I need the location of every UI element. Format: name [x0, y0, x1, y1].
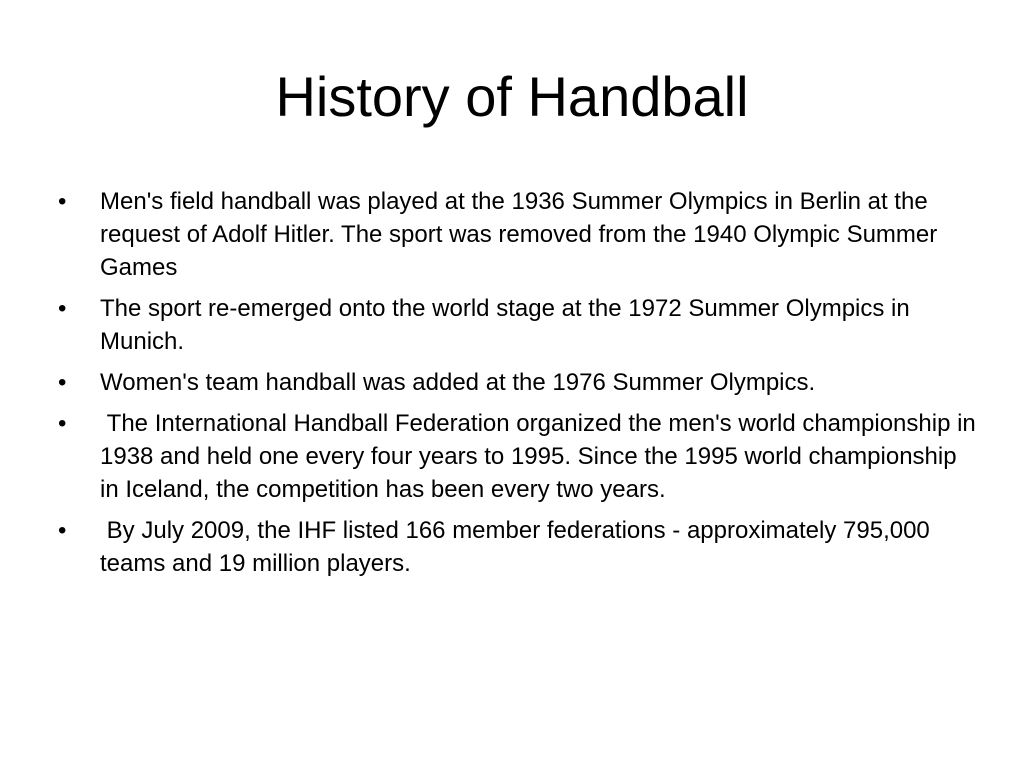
bullet-icon: •: [58, 295, 67, 322]
bullet-icon: •: [58, 188, 67, 215]
slide-title: History of Handball: [275, 65, 749, 128]
bullet-text: The International Handball Federation organized the men's world championship in 1938 and held one every four years to 1995. Since the 1995 world championship in Iceland, the competition has been every two years.: [100, 410, 983, 503]
bullet-item: [58, 185, 978, 284]
bullet-text: By July 2009, the IHF listed 166 member federations - approximately 795,000 teams and 19 million players.: [100, 517, 937, 577]
bullet-text: Men's field handball was played at the 1936 Summer Olympics in Berlin at the request of Adolf Hitler. The sport was removed from the 1940 Olympic Summer Games: [100, 188, 944, 281]
bullet-item: [58, 407, 983, 506]
bullet-icon: •: [58, 410, 67, 437]
bullet-icon: •: [58, 517, 67, 544]
bullet-item: [58, 366, 978, 399]
bullet-item: [58, 514, 978, 580]
bullet-item: [58, 292, 978, 358]
bullet-text: The sport re-emerged onto the world stage at the 1972 Summer Olympics in Munich.: [100, 295, 917, 355]
bullet-list: [58, 185, 983, 588]
bullet-text: Women's team handball was added at the 1976 Summer Olympics.: [100, 369, 816, 396]
bullet-icon: •: [58, 369, 67, 396]
